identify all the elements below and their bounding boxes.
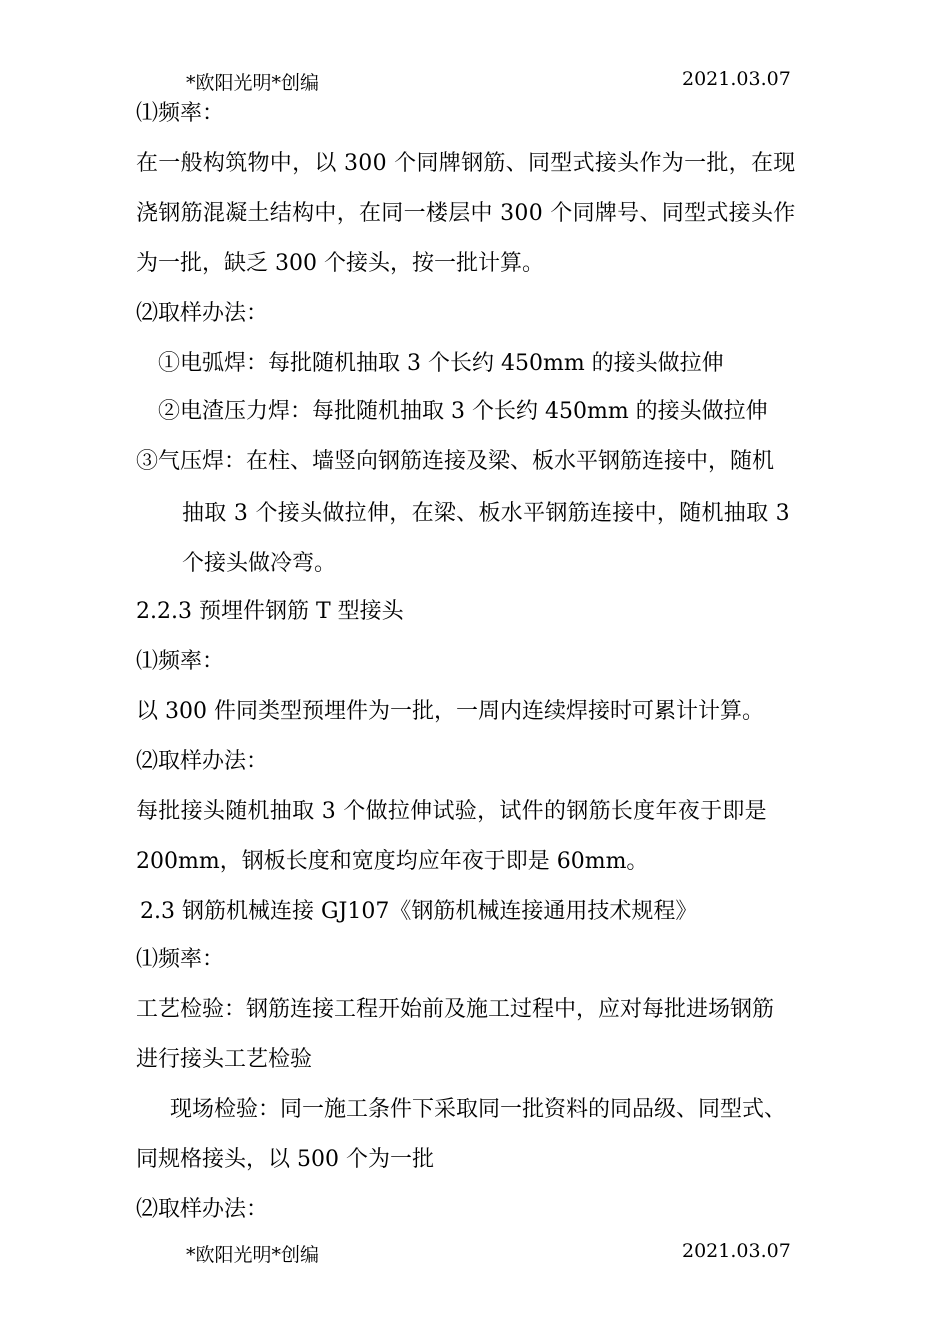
text-line: 为一批，缺乏 300 个接头，按一批计算。 — [136, 251, 544, 276]
text-line: ⑵取样办法： — [136, 301, 269, 326]
text-line: ①电弧焊：每批随机抽取 3 个长约 450mm 的接头做拉伸 — [158, 351, 724, 376]
footer-date: 2021.03.07 — [682, 1240, 791, 1262]
header-date: 2021.03.07 — [682, 68, 791, 90]
text-line: ⑵取样办法： — [136, 1197, 269, 1222]
text-line: 200mm，钢板长度和宽度均应年夜于即是 60mm。 — [136, 849, 649, 874]
text-line: 同规格接头，以 500 个为一批 — [136, 1147, 434, 1172]
section-heading: 2.3 钢筋机械连接 GJ107《钢筋机械连接通用技术规程》 — [140, 899, 698, 924]
text-line: ②电渣压力焊：每批随机抽取 3 个长约 450mm 的接头做拉伸 — [158, 399, 768, 424]
text-line: 抽取 3 个接头做拉伸，在梁、板水平钢筋连接中，随机抽取 3 — [182, 501, 790, 526]
text-line: ⑴频率： — [136, 947, 225, 972]
text-line: 每批接头随机抽取 3 个做拉伸试验，试件的钢筋长度年夜于即是 — [136, 799, 767, 824]
text-line: 浇钢筋混凝土结构中，在同一楼层中 300 个同牌号、同型式接头作 — [136, 201, 796, 226]
text-line: ⑴频率： — [136, 101, 225, 126]
text-line: ⑴频率： — [136, 649, 225, 674]
text-line: 进行接头工艺检验 — [136, 1047, 313, 1072]
text-line: 在一般构筑物中，以 300 个同牌钢筋、同型式接头作为一批，在现 — [136, 151, 796, 176]
text-line: ③气压焊：在柱、墙竖向钢筋连接及梁、板水平钢筋连接中，随机 — [136, 449, 775, 474]
text-line: 工艺检验：钢筋连接工程开始前及施工过程中，应对每批进场钢筋 — [136, 997, 775, 1022]
text-line: 以 300 件同类型预埋件为一批，一周内连续焊接时可累计计算。 — [136, 699, 764, 724]
header-author: *欧阳光明*创编 — [186, 72, 320, 94]
text-line: 个接头做冷弯。 — [182, 551, 337, 576]
section-heading: 2.2.3 预埋件钢筋 T 型接头 — [136, 599, 404, 624]
text-line: ⑵取样办法： — [136, 749, 269, 774]
footer-author: *欧阳光明*创编 — [186, 1244, 320, 1266]
text-line: 现场检验：同一施工条件下采取同一批资料的同品级、同型式、 — [170, 1097, 787, 1122]
